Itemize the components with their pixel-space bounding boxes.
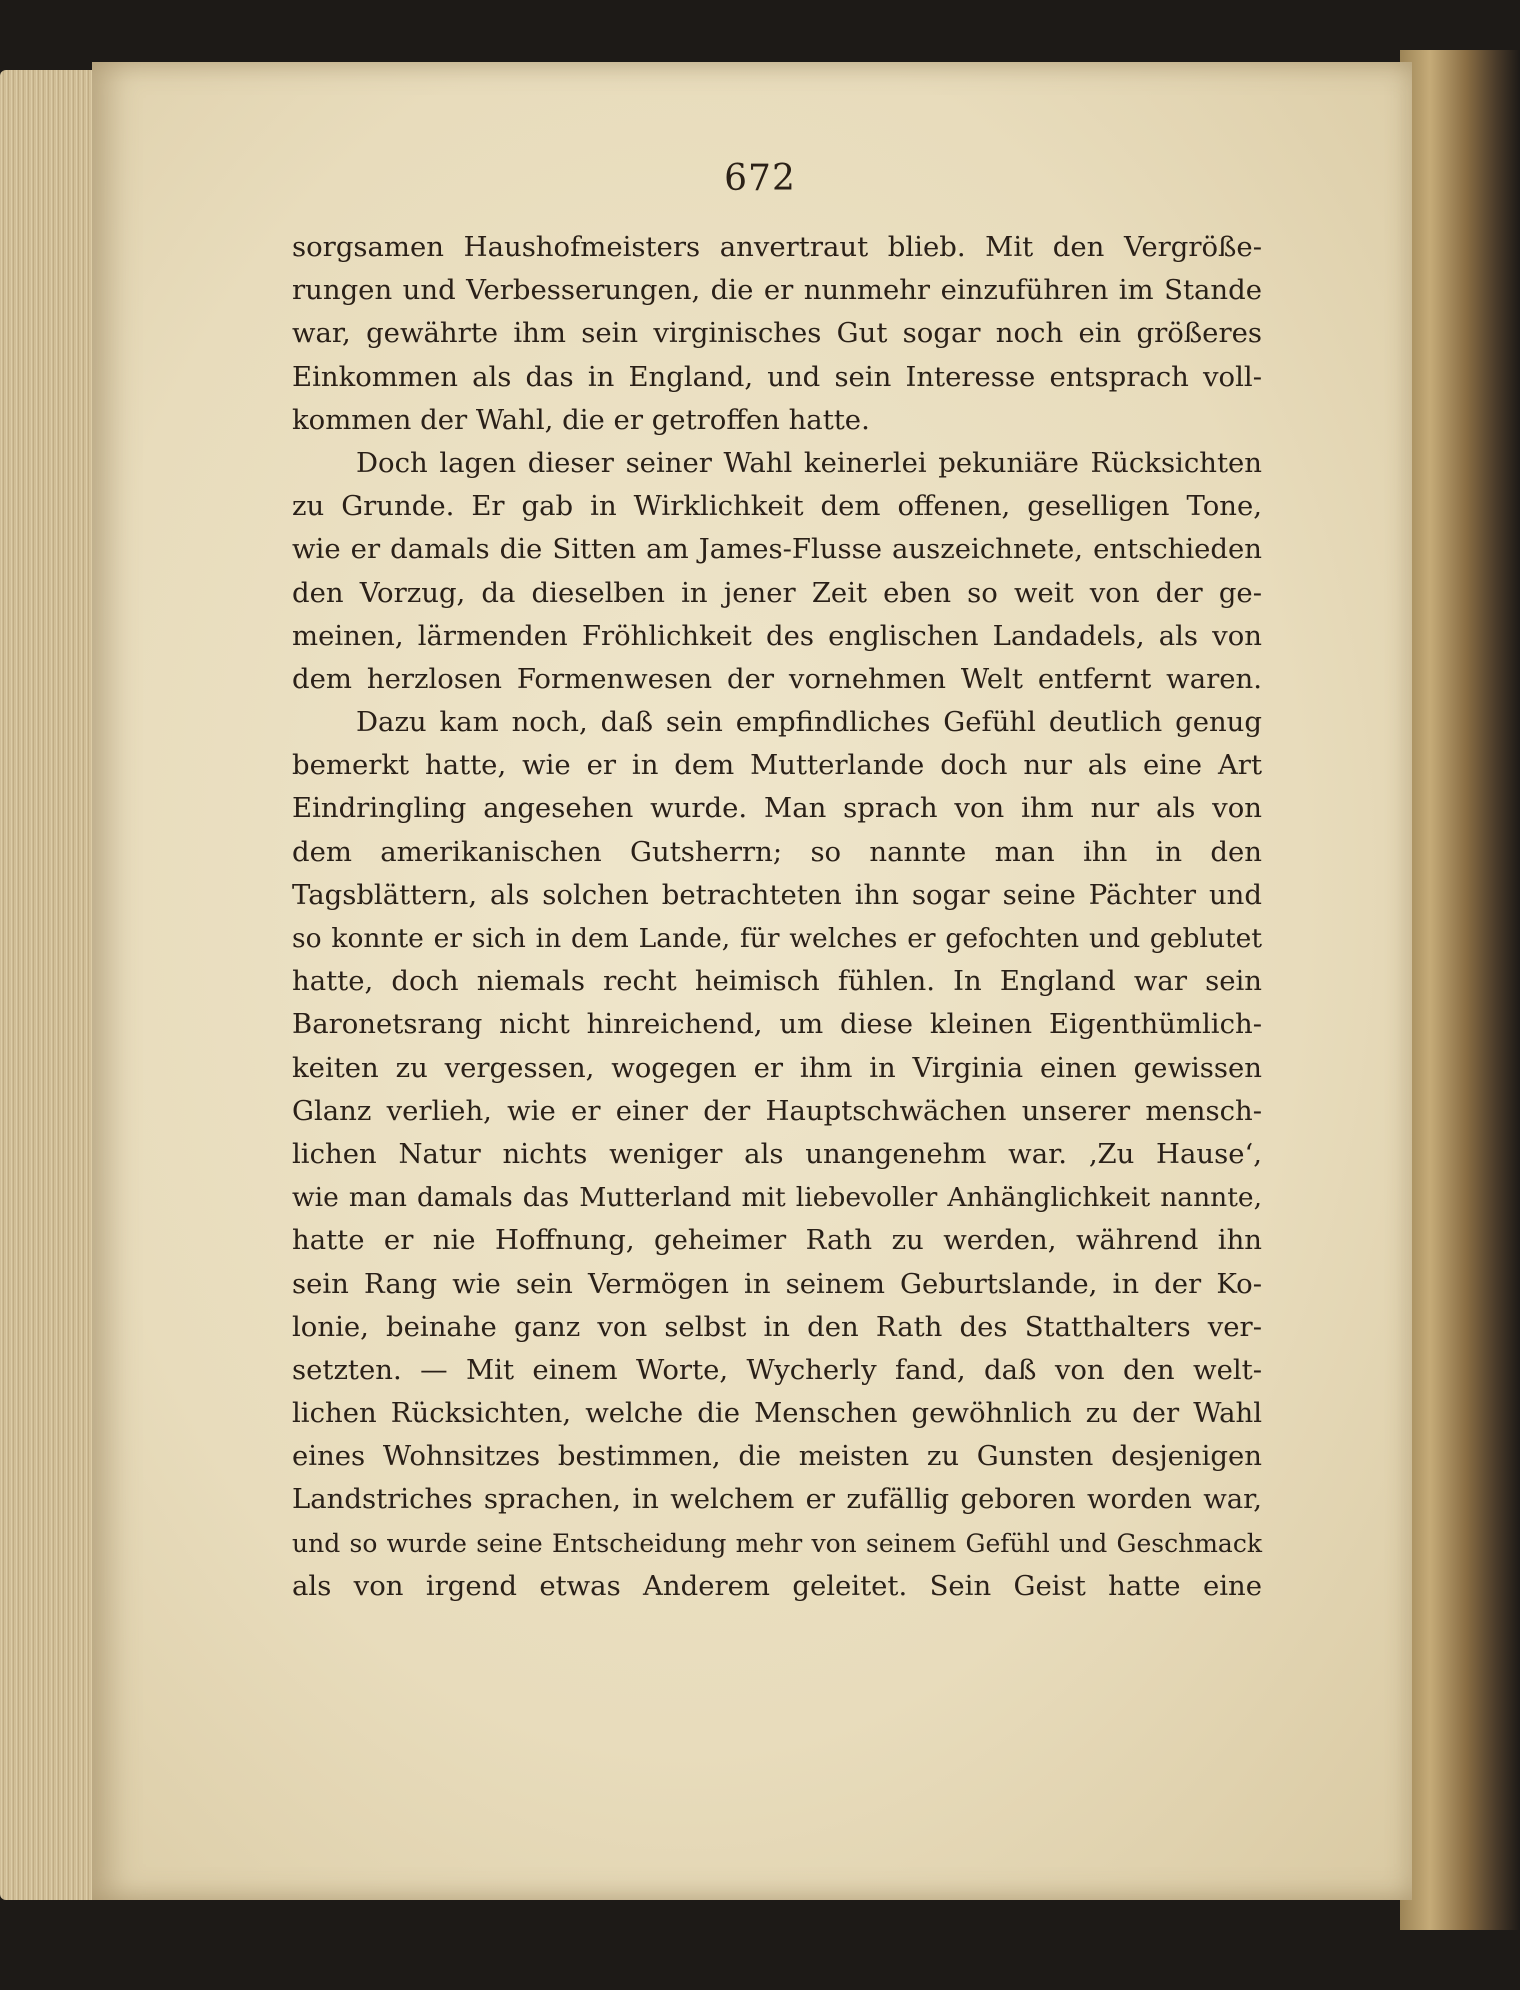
text-line: Eindringling angesehen wurde. Man sprach von ihm nur als von	[292, 792, 1262, 825]
text-line: als von irgend etwas Anderem geleitet. Sein Geist hatte eine	[292, 1569, 1262, 1602]
page-text	[292, 226, 1262, 1608]
text-line: Doch lagen dieser seiner Wahl keinerlei pekuniäre Rücksichten	[356, 446, 1262, 479]
text-line: hatte er nie Hoffnung, geheimer Rath zu werden, während ihn	[292, 1224, 1262, 1257]
text-line: eines Wohnsitzes bestimmen, die meisten zu Gunsten desjenigen	[292, 1440, 1262, 1473]
text-line: bemerkt hatte, wie er in dem Mutterlande doch nur als eine Art	[292, 749, 1262, 782]
text-line: sorgsamen Haushofmeisters anvertraut blieb. Mit den Vergröße-	[292, 231, 1262, 263]
text-line: Glanz verlieh, wie er einer der Hauptschwächen unserer mensch-	[292, 1094, 1262, 1127]
text-line: meinen, lärmenden Fröhlichkeit des englischen Landadels, als von	[292, 619, 1262, 652]
text-line: wie man damals das Mutterland mit liebevoller Anhänglichkeit nannte,	[292, 1182, 1262, 1214]
text-line: war, gewährte ihm sein virginisches Gut sogar noch ein größeres	[292, 317, 1262, 350]
text-line: keiten zu vergessen, wogegen er ihm in Virginia einen gewissen	[292, 1051, 1262, 1084]
text-line: lichen Rücksichten, welche die Menschen gewöhnlich zu der Wahl	[292, 1397, 1262, 1430]
text-line: Landstriches sprachen, in welchem er zufällig geboren worden war,	[292, 1483, 1262, 1516]
text-line: hatte, doch niemals recht heimisch fühlen. In England war sein	[292, 965, 1262, 998]
text-line: Einkommen als das in England, und sein Interesse entsprach voll-	[292, 360, 1262, 393]
book-binding	[1400, 50, 1520, 1930]
text-line: wie er damals die Sitten am James-Flusse auszeichnete, entschieden	[292, 533, 1262, 566]
text-line: kommen der Wahl, die er getroffen hatte.	[292, 403, 870, 436]
text-line: lichen Natur nichts weniger als unangenehm war. ‚Zu Hause‘,	[292, 1137, 1262, 1170]
text-line: dem herzlosen Formenwesen der vornehmen Welt entfernt waren.	[292, 662, 1262, 695]
page-edges	[0, 70, 100, 1900]
text-line: dem amerikanischen Gutsherrn; so nannte man ihn in den	[292, 835, 1262, 868]
text-line: Tagsblättern, als solchen betrachteten ihn sogar seine Pächter und	[292, 878, 1262, 911]
text-line: setzten. — Mit einem Worte, Wycherly fand, daß von den welt-	[292, 1353, 1262, 1386]
text-line: Baronetsrang nicht hinreichend, um diese kleinen Eigenthümlich-	[292, 1008, 1262, 1041]
text-line: Dazu kam noch, daß sein empfindliches Gefühl deutlich genug	[356, 706, 1262, 739]
text-line: lonie, beinahe ganz von selbst in den Rath des Statthalters ver-	[292, 1310, 1262, 1343]
text-line: so konnte er sich in dem Lande, für welches er gefochten und geblutet	[292, 923, 1262, 954]
text-line: und so wurde seine Entscheidung mehr von seinem Gefühl und Geschmack	[292, 1528, 1262, 1558]
page-number: 672	[724, 158, 796, 199]
text-line: zu Grunde. Er gab in Wirklichkeit dem offenen, geselligen Tone,	[292, 490, 1262, 523]
text-line: sein Rang wie sein Vermögen in seinem Geburtslande, in der Ko-	[292, 1267, 1262, 1300]
text-line: den Vorzug, da dieselben in jener Zeit eben so weit von der ge-	[292, 576, 1262, 609]
text-line: rungen und Verbesserungen, die er nunmehr einzuführen im Stande	[292, 274, 1262, 307]
